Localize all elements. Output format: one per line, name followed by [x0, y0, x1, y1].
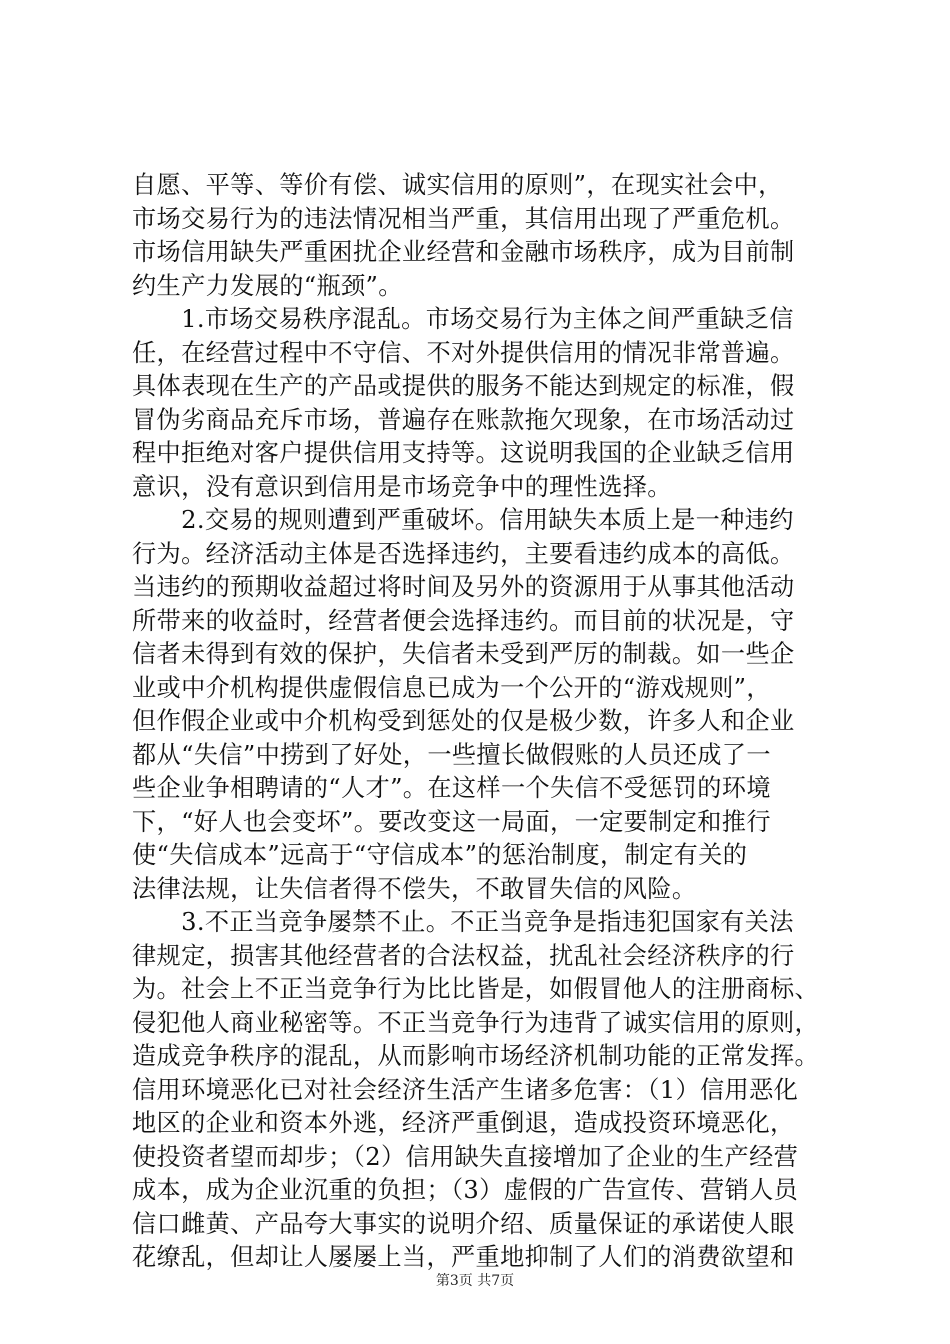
body-text-line: 侵犯他人商业秘密等。不正当竞争行为违背了诚实信用的原则，: [132, 1008, 820, 1037]
body-text-line: 使投资者望而却步；（2）信用缺失直接增加了企业的生产经营: [132, 1142, 799, 1171]
body-text-line: 自愿、平等、等价有偿、诚实信用的原则”，在现实社会中，: [132, 171, 783, 199]
body-text-line: 程中拒绝对客户提供信用支持等。这说明我国的企业缺乏信用: [132, 439, 795, 467]
body-text-line: 1.市场交易秩序混乱。市场交易行为主体之间严重缺乏信: [132, 305, 794, 333]
body-text-line: 些企业争相聘请的“人才”。在这样一个失信不受惩罚的环境: [132, 774, 771, 802]
body-text-line: 法律法规，让失信者得不偿失，不敢冒失信的风险。: [132, 874, 697, 903]
body-text-line: 市场信用缺失严重困扰企业经营和金融市场秩序，成为目前制: [132, 238, 795, 266]
body-text-line: 下，“好人也会变坏”。要改变这一局面，一定要制定和推行: [132, 807, 771, 836]
body-text-line: 所带来的收益时，经营者便会选择违约。而目前的状况是，守: [132, 606, 795, 635]
body-text-line: 花缭乱，但却让人屡屡上当，严重地抑制了人们的消费欲望和: [132, 1243, 795, 1271]
body-text-line: 任，在经营过程中不守信、不对外提供信用的情况非常普遍。: [132, 338, 795, 367]
body-text-line: 行为。经济活动主体是否选择违约，主要看违约成本的高低。: [132, 539, 795, 568]
body-text-line: 信口雌黄、产品夸大事实的说明介绍、质量保证的承诺使人眼: [132, 1209, 795, 1238]
body-text-line: 信用环境恶化已对社会经济生活产生诸多危害：（1）信用恶化: [132, 1075, 799, 1104]
body-text-line: 当违约的预期收益超过将时间及另外的资源用于从事其他活动: [132, 573, 795, 601]
body-text-line: 成本，成为企业沉重的负担；（3）虚假的广告宣传、营销人员: [132, 1176, 799, 1204]
body-text-line: 使“失信成本”远高于“守信成本”的惩治制度，制定有关的: [132, 841, 748, 869]
body-text-line: 约生产力发展的“瓶颈”。: [132, 271, 403, 300]
body-text-line: 地区的企业和资本外逃，经济严重倒退，造成投资环境恶化，: [132, 1109, 795, 1137]
body-text-line: 具体表现在生产的产品或提供的服务不能达到规定的标准，假: [132, 372, 795, 400]
body-text-line: 都从“失信”中捞到了好处，一些擅长做假账的人员还成了一: [132, 740, 771, 769]
document-body: [132, 169, 832, 1275]
body-text-line: 3.不正当竞争屡禁不止。不正当竞争是指违犯国家有关法: [132, 908, 794, 936]
body-text-line: 业或中介机构提供虚假信息已成为一个公开的“游戏规则”，: [132, 673, 771, 702]
body-text-line: 造成竞争秩序的混乱，从而影响市场经济机制功能的正常发挥。: [132, 1042, 820, 1070]
body-text-line: 2.交易的规则遭到严重破坏。信用缺失本质上是一种违约: [132, 506, 794, 534]
body-text-line: 为。社会上不正当竞争行为比比皆是，如假冒他人的注册商标、: [132, 975, 820, 1003]
body-text-line: 信者未得到有效的保护，失信者未受到严厉的制裁。如一些企: [132, 640, 795, 668]
body-text-line: 冒伪劣商品充斥市场，普遍存在账款拖欠现象，在市场活动过: [132, 405, 795, 434]
body-text-line: 但作假企业或中介机构受到惩处的仅是极少数，许多人和企业: [132, 707, 795, 735]
body-text-line: 意识，没有意识到信用是市场竞争中的理性选择。: [132, 472, 672, 501]
page-number-footer: 第3页 共7页: [435, 1273, 515, 1289]
body-text-line: 市场交易行为的违法情况相当严重，其信用出现了严重危机。: [132, 204, 795, 233]
body-text-line: 律规定，损害其他经营者的合法权益，扰乱社会经济秩序的行: [132, 941, 795, 970]
